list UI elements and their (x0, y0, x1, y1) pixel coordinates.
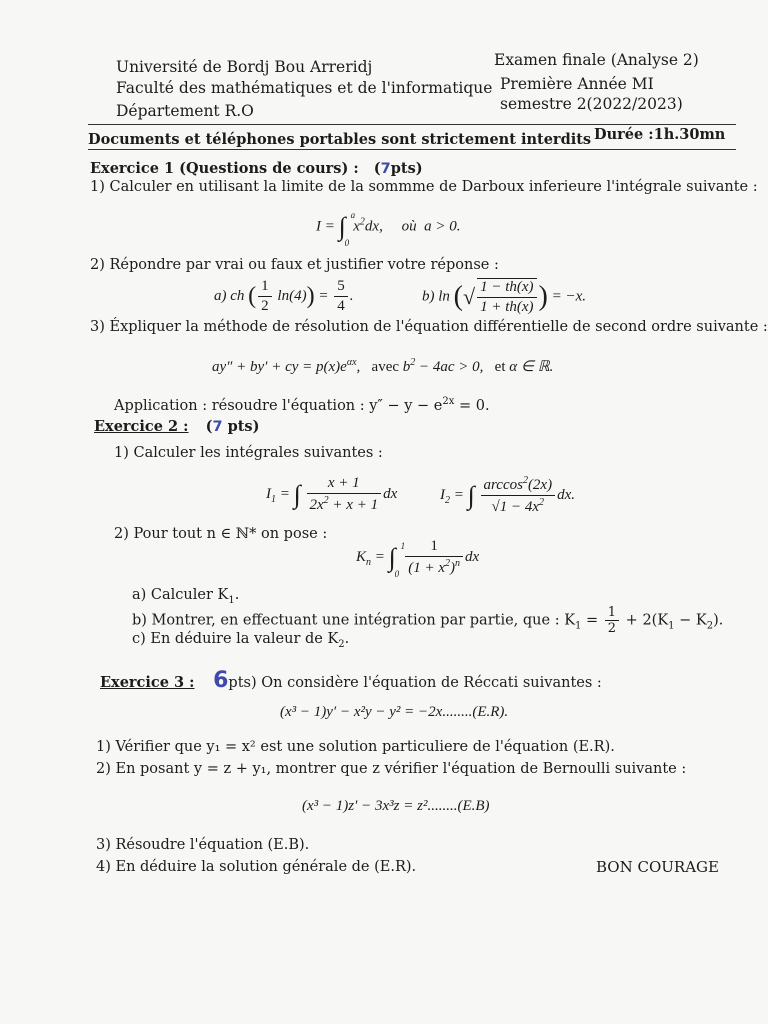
part-a-text: a) Calculer K (132, 587, 229, 603)
second-order-equation: ay″ + by′ + cy = $p(x)e^{\alpha x}$, avec $b^2 - 4ac > 0$, et α ∈ ℝ. (212, 357, 554, 375)
exam-duration: Durée :1h.30mn (594, 126, 726, 143)
exercise-2-part-b: b) Montrer, en effectuant une intégration par partie, que : $K_1$ = $\frac{1}{2}$ + $2(K_1 - K_2)$. (132, 605, 724, 636)
exercise-3-question-1: 1) Vérifier que y₁ = x² est une solution particuliere de l'équation (E.R). (96, 739, 615, 755)
closing-message: BON COURAGE (596, 858, 719, 876)
part-b-text: b) Montrer, en effectuant une intégration par partie, que : K (132, 612, 576, 629)
bernoulli-equation: (x³ − 1)z′ − 3x³z = z²........(E.B) (302, 798, 490, 814)
exercise-1-points-text: pts) (390, 160, 423, 177)
exercise-2-title: Exercice 2 : (7 pts) (94, 418, 260, 435)
application-exponent: 2x (442, 396, 455, 407)
exercise-2-question-2: 2) Pour tout n ∈ ℕ* on pose : (114, 526, 328, 542)
exercise-2-question-1: 1) Calculer les intégrales suivantes : (114, 445, 383, 461)
exercise-1-application (114, 397, 490, 413)
exercise-2-points-text: pts) (227, 418, 260, 435)
exam-title: Examen finale (Analyse 2) (494, 51, 699, 69)
application-end: = 0. (454, 397, 490, 414)
exercise-1-title (90, 162, 423, 177)
exercise-1-title-text: Exercice 1 (Questions de cours) : (90, 160, 359, 177)
rules-notice: Documents et téléphones portables sont strictement interdits (88, 131, 592, 148)
integral-I1-equation: $I_1$ = ∫ $\frac{x + 1}{2x^2 + x + 1}$ dx (266, 475, 398, 513)
exercise-3-title-text: Exercice 3 : (100, 674, 195, 691)
exercise-2-part-a: a) Calculer $K_1$. (132, 587, 240, 606)
exercise-2-points-handwritten: 7 (212, 419, 223, 435)
exercise-1-question-3: 3) Éxpliquer la méthode de résolution de l'équation différentielle de second ordre suivante : (90, 319, 768, 335)
faculty-name: Faculté des mathématiques et de l'informatique (116, 79, 493, 97)
integral-I2-equation: $I_2$ = ∫ $\frac{\arccos^2(2x)}{√1 - 4x^2}$ dx. (440, 475, 576, 515)
integral-Kn-equation: $K_n$ = ∫ 1 0 $\frac{1}{(1 + x^2)^n}$ dx (356, 538, 480, 579)
exercise-3-question-3: 3) Résoudre l'équation (E.B). (96, 837, 310, 853)
university-name: Université de Bordj Bou Arreridj (116, 58, 373, 76)
header-rule-top (88, 124, 736, 125)
riccati-equation: (x³ − 1)y′ − x²y − y² = −2x........(E.R). (280, 704, 509, 720)
header-rule-bottom (88, 149, 736, 150)
application-text: Application : résoudre l'équation : y″ − y − e (114, 397, 443, 414)
integral-I-equation: I = ∫ a 0 $x^2dx$, où a > 0. (316, 210, 461, 248)
exercise-2-part-c: c) En déduire la valeur de $K_2$. (132, 631, 350, 650)
exercise-3-question-2: 2) En posant y = z + y₁, montrer que z vérifier l'équation de Bernoulli suivante : (96, 761, 687, 777)
statement-a: a) ch ( $\frac{1}{2}$ ln(4)) = $\frac{5}{4}$ . (214, 278, 354, 314)
exercise-1-points-open: ( (373, 160, 381, 177)
exercise-3-points-handwritten: 6 (213, 668, 229, 693)
exercise-3-title (100, 670, 602, 692)
exercise-1-points-handwritten: 7 (380, 161, 391, 177)
statement-b: b) ln (√ $\frac{1 - th(x)}{1 + th(x)}$ ) = −x. (422, 279, 586, 315)
exercise-1-question-1: 1) Calculer en utilisant la limite de la sommme de Darboux inferieure l'intégrale suivante : (90, 179, 758, 195)
exercise-3-points-text: pts) On considère l'équation de Réccati suivantes : (228, 675, 602, 691)
part-c-text: c) En déduire la valeur de K (132, 631, 339, 647)
exercise-1-question-2: 2) Répondre par vrai ou faux et justifier votre réponse : (90, 257, 499, 273)
exercise-2-title-text: Exercice 2 : (94, 418, 189, 435)
exercise-3-question-4: 4) En déduire la solution générale de (E.R). (96, 859, 417, 875)
integral-I-rest: dx, où a > 0. (364, 218, 461, 235)
exam-year: Première Année MI (500, 75, 654, 93)
department-name: Département R.O (116, 102, 254, 120)
exam-semester: semestre 2(2022/2023) (500, 95, 683, 113)
